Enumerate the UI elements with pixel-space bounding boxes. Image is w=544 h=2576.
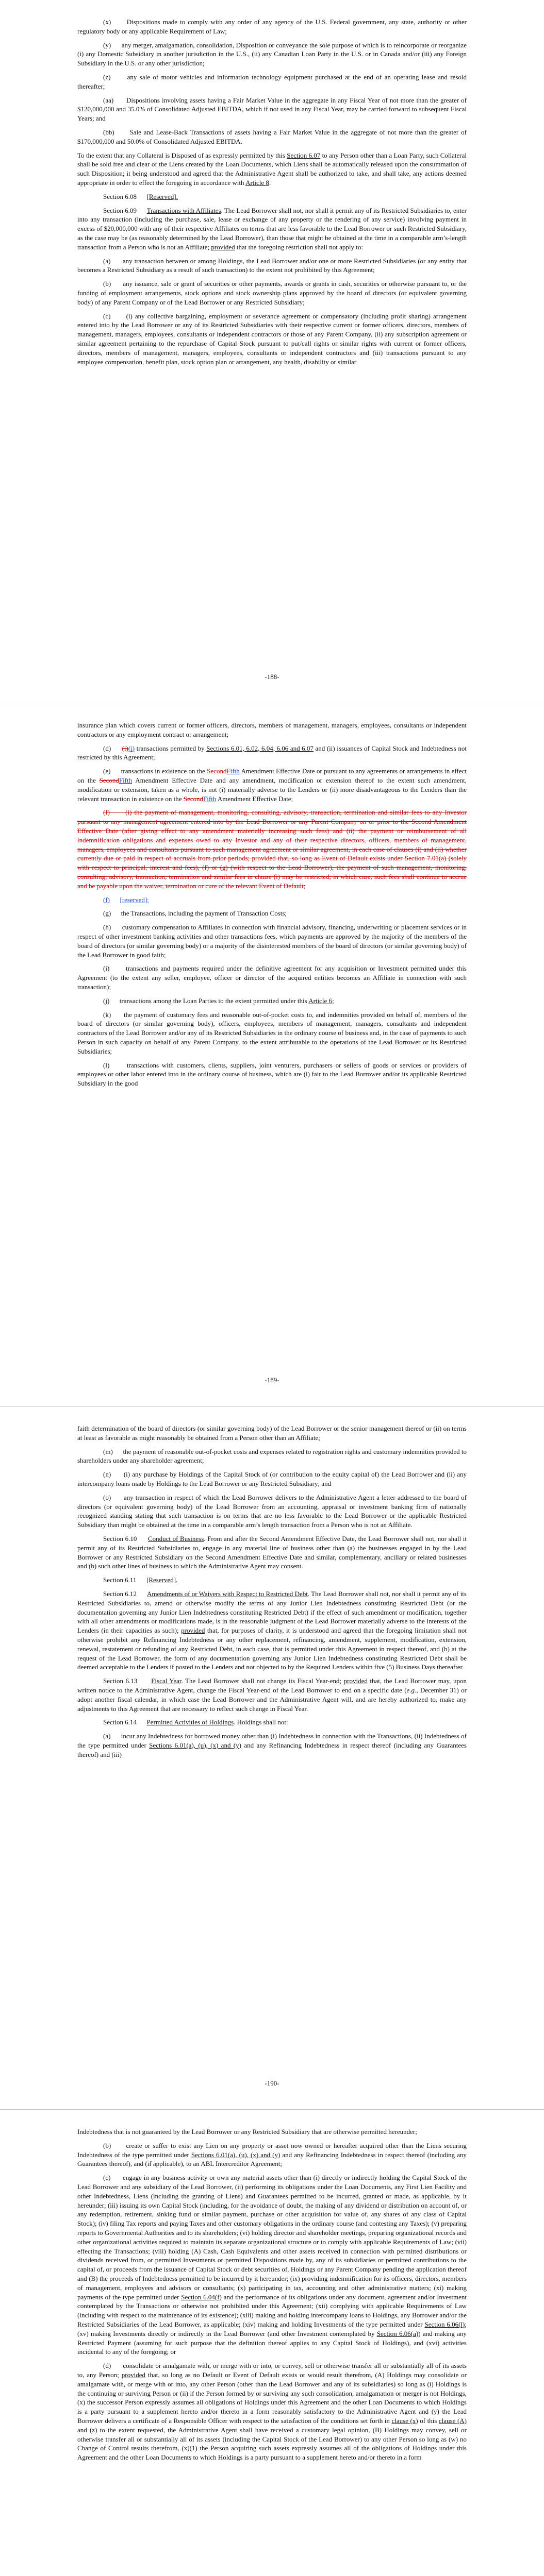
document-page-191 — [0, 2110, 544, 2576]
clause-x: (x) Dispositions made to comply with any order of any agency of the U.S. Federal government, any state, authority or other regulatory body or any applicable Requirement of Law; — [77, 18, 467, 35]
page-divider — [0, 2109, 544, 2110]
clause-e: (e) transactions in existence on the SecondFifth Amendment Effective Date or pursuant to any agreements or arrangements in effect on the SecondFifth Amendment Effective Date and any amendment, modification or extension thereof to the extent such amendment, modification or extension, taken as a whole, is not (i) materially adverse to the Lenders or (ii) more disadvantageous to the Lenders than the relevant transaction in existence on the SecondFifth Amendment Effective Date; — [77, 767, 467, 803]
continued-text: insurance plan which covers current or former officers, directors, members of management, managers, employees, consultants or independent contractors or any employment contract or arrangement; — [77, 721, 467, 738]
clause-a: (a) incur any Indebtedness for borrowed money other than (i) Indebtedness in connection with the Transactions, (ii) Indebtedness of the type permitted under Sections 6.01(a), (u), (x) and (y) and any Refinancing Indebtedness in respect thereof (including any Guarantees thereof) and (iii) — [77, 1732, 467, 1758]
section-ref-link[interactable]: Sections 6.01, 6.02, 6.04, 6.06 and 6.07 — [206, 744, 314, 752]
clause-l: (l) transactions with customers, clients, suppliers, joint venturers, purchasers or sellers of goods or services or providers of employees or other labor entered into in the ordinary course of business, which are (i) fair to the Lead Borrower and/or its applicable Restricted Subsidiary in the good — [77, 1061, 467, 1088]
clause-k: (k) the payment of customary fees and reasonable out-of-pocket costs to, and indemnities provided on behalf of, members of the board of directors (or similar governing body), officers, employees, members of management, managers, consultants and independent contractors of the Lead Borrower and/or any of its Restricted Subsidiaries in the ordinary course of business and, in the case of payments to such Person in such capacity on behalf of any Parent Company, to the extent attributable to the operations of the Lead Borrower or its Restricted Subsidiaries; — [77, 1010, 467, 1055]
clause-bb: (bb) Sale and Lease-Back Transactions of assets having a Fair Market Value in the aggregate of not more than the greater of $170,000,000 and 50.0% of Consolidated Adjusted EBITDA. — [77, 128, 467, 145]
page-number: -188- — [265, 673, 279, 681]
clause-n: (n) (i) any purchase by Holdings of the Capital Stock of (or contribution to the equity capital of) the Lead Borrower and (ii) any intercompany loans made by Holdings to the Lead Borrower or any Restricted Subsidiary; and — [77, 1470, 467, 1487]
continued-text: faith determination of the board of directors (or similar governing body) of the Lead Borrower or the senior management thereof or (ii) on terms at least as favorable as might reasonably be obtained from a Person other than an Affiliate; — [77, 1425, 467, 1442]
collateral-release-paragraph: To the extent that any Collateral is Disposed of as expressly permitted by this Section 6.07 to any Person other than a Loan Party, such Collateral shall be sold free and clear of the Liens created by the Loan Documents, which Liens shall be automatically released upon the consummation of such Disposition; it being understood and agreed that the Administrative Agent shall be authorized to take, and shall take, any actions deemed appropriate in order to effect the foregoing in accordance with Article 8. — [77, 151, 467, 187]
article-ref-link[interactable]: Article 8 — [245, 178, 269, 187]
section-ref-link[interactable]: Sections 6.01(a), (u), (x) and (y) — [149, 1741, 241, 1749]
section-6-13: Section 6.13 Fiscal Year. The Lead Borrower shall not change its Fiscal Year-end; provided that, the Lead Borrower may, upon written notice to the Administrative Agent, change the Fiscal Year-end of the Lead Borrower to end on a specific date (e.g., December 31) or adopt another fiscal calendar, in which case the Lead Borrower and the Administrative Agent will, and are hereby authorized to, make any adjustments to this Agreement that are necessary to reflect such change in Fiscal Year. — [77, 1677, 467, 1713]
clause-j: (j) transactions among the Loan Parties to the extent permitted under this Article 6; — [103, 996, 334, 1005]
section-6-11: Section 6.11 [Reserved]. — [103, 1576, 178, 1584]
section-ref-link[interactable]: Sections 6.01(a), (u), (x) and (y) — [191, 2150, 281, 2159]
section-ref-link[interactable]: Section 6.06(l) — [424, 2320, 465, 2328]
clause-y: (y) any merger, amalgamation, consolidation, Disposition or conveyance the sole purpose of which is to reincorporate or reorganize (i) any Domestic Subsidiary in another jurisdiction in the U.S., (ii) any Canadian Loan Party in the U.S. or in Canada and/or (iii) any Foreign Subsidiary in the U.S. or any other jurisdiction; — [77, 41, 467, 67]
clause-d: (d) (i)(i) transactions permitted by Sections 6.01, 6.02, 6.04, 6.06 and 6.07 and (ii) issuances of Capital Stock and Indebtedness not restricted by this Agreement; — [77, 744, 467, 761]
document-page-189 — [0, 703, 544, 1406]
article-ref-link[interactable]: Article 6 — [308, 996, 333, 1005]
clause-o: (o) any transaction in respect of which the Lead Borrower delivers to the Administrative Agent a letter addressed to the board of directors (or equivalent governing body) of the Lead Borrower from an accounting, appraisal or investment banking firm of nationally recognized standing stating that such transaction is on terms that are no less favorable to the Lead Borrower or the applicable Restricted Subsidiary than might be obtained at the time in a comparable arm’s length transaction from a Person who is not an Affiliate. — [77, 1493, 467, 1529]
clause-aa: (aa) Dispositions involving assets having a Fair Market Value in the aggregate in any Fiscal Year of not more than the greater of $120,000,000 and 35.0% of Consolidated Adjusted EBITDA, which if not used in any Fiscal Year, may be carried forward to subsequent Fiscal Years; and — [77, 96, 467, 123]
section-6-09: Section 6.09 Transactions with Affiliates. The Lead Borrower shall not, nor shall it permit any of its Restricted Subsidiaries to, enter into any transaction (including the purchase, sale, lease or exchange of any property or the rendering of any service) involving payment in excess of $20,000,000 with any of their respective Affiliates on terms that are less favorable to the Lead Borrower or such Restricted Subsidiary, as the case may be (as reasonably determined by the Lead Borrower), than those that might be obtained at the time in a comparable arm’s-length transaction from a Person who is not an Affiliate; provided that the foregoing restriction shall not apply to: — [77, 206, 467, 251]
section-ref-link[interactable]: Section 6.04(f) — [181, 2293, 222, 2301]
clause-f-reserved: (f) [reserved]; — [103, 895, 149, 904]
clause-h: (h) customary compensation to Affiliates in connection with financial advisory, financing, underwriting or placement services or in respect of other investment banking activities and other transactions fees, which payments are approved by the majority of the members of the board of directors (or similar governing body) or a majority of the disinterested members of the board of directors (or similar governing body) of the Lead Borrower in good faith; — [77, 923, 467, 959]
clause-g: (g) the Transactions, including the payment of Transaction Costs; — [103, 909, 287, 918]
clause-c: (c) (i) any collective bargaining, employment or severance agreement or compensatory (including profit sharing) arrangement entered into by the Lead Borrower or any of its Restricted Subsidiaries with their respective current or former officers, directors, members of management, managers, employees, consultants or independent contractors or those of any Parent Company, (ii) any subscription agreement or similar agreement pertaining to the repurchase of Capital Stock pursuant to put/call rights or similar rights with current or former officers, directors, members of management, managers, employees, consultants or independent contractors and (iii) transactions pursuant to any employee compensation, benefit plan, stock option plan or arrangement, any health, disability or similar — [77, 312, 467, 366]
document-page-188 — [0, 0, 544, 703]
clause-c: (c) engage in any business activity or own any material assets other than (i) directly or indirectly holding the Capital Stock of the Lead Borrower and any subsidiary of the Lead Borrower, (ii) performing its obligations under the Loan Documents, any First Lien Facility and other Indebtedness, Liens (including the granting of Liens) and Guarantees permitted to be incurred, granted or made, as applicable, by it hereunder; (iii) issuing its own Capital Stock (including, for the avoidance of doubt, the making of any dividend or distribution on account of, or any redemption, retirement, sinking fund or similar payment, purchase or other acquisition for value of, any shares of any class of Capital Stock); (iv) filing Tax reports and paying Taxes and other customary obligations in the ordinary course (and contesting any Taxes); (v) preparing reports to Governmental Authorities and to its shareholders; (vi) holding director and shareholder meetings, preparing organizational records and other organizational activities required to maintain its separate organizational structure or to comply with applicable Requirements of Law; (vii) effecting the Transactions; (viii) holding (A) Cash, Cash Equivalents and other assets received in connection with permitted distributions or dividends received from, or permitted Investments or permitted Dispositions made by, any of its subsidiaries or permitted contributions to the capital of, or proceeds from the issuance of Capital Stock or debt securities of, Holdings or any Parent Company pending the application thereof and (B) the proceeds of Indebtedness permitted to be incurred by it hereunder; (ix) providing indemnification for its officers, directors, members of management, employees and advisors or consultants; (x) participating in tax, accounting and other administrative matters; (xi) making payments of the type permitted under Section 6.04(f) and the performance of its obligations under any document, agreement and/or Investment contemplated by the Transactions or otherwise not prohibited under this Agreement; (xii) complying with applicable Requirements of Law (including with respect to the maintenance of its existence); (xiii) making and holding intercompany loans to Holdings, any Borrower and/or the Restricted Subsidiaries of the Lead Borrower, as applicable; (xiv) making and holding Investments of the type permitted under Section 6.06(l); (xv) making Investments directly or indirectly in the Lead Borrower (and other Investment contemplated by Section 6.06(a)) and making any Restricted Payment (assuming for such purpose that the definition thereof applies to any Capital Stock of Holdings), and (xvi) activities incidental to any of the foregoing; or — [77, 2174, 467, 2356]
continued-text: Indebtedness that is not guaranteed by the Lead Borrower or any Restricted Subsidiary that are otherwise permitted hereunder; — [77, 2128, 417, 2136]
clause-f-deleted: (f) (i) the payment of management, monitoring, consulting, advisory, transaction, termination and similar fees to any Investor pursuant to any management agreement entered into by the Lead Borrower or any Parent Company on or prior to the Second Amendment Effective Date (after giving effect to any amendment materially increasing such fees) and (ii) the payment or reimbursement of all indemnification obligations and expenses owed to any Investor and any of their respective directors, officers, members of management, managers, employees and consultants pursuant to such management agreement or similar agreement, in each case of clauses (i) and (ii) whether currently due or paid in respect of accruals from prior periods; provided that, so long as Event of Default exists under Section 7.01(a) (solely with respect to principal, interest and fees), (f) or (g) (with respect to the Lead Borrower), the payment of such management, monitoring, consulting, advisory, transaction, termination and similar fees in clause (i) may be restricted, in which case, such fees shall continue to accrue and be payable upon the waiver, termination or cure of the relevant Event of Default; — [77, 808, 467, 890]
clause-b: (b) any issuance, sale or grant of securities or other payments, awards or grants in cash, securities or otherwise pursuant to, or the funding of employment arrangements, stock options and stock ownership plans approved by the board of directors (or equivalent governing body) of any Parent Company or of the Lead Borrower or any Restricted Subsidiary; — [77, 280, 467, 306]
clause-d: (d) consolidate or amalgamate with, or merge with or into, or convey, sell or otherwise transfer all or substantially all of its assets to, any Person; provided that, so long as no Default or Event of Default exists or would result therefrom, (A) Holdings may consolidate or amalgamate with, or merge with or into, any other Person (other than the Lead Borrower and any of its subsidiaries) so long as (i) Holdings is the continuing or surviving Person or (ii) if the Person formed by or surviving any such consolidation, amalgamation or merger is not Holdings, (x) the successor Person expressly assumes all obligations of Holdings under this Agreement and the other Loan Documents to which Holdings is a party pursuant to a supplement hereto and/or thereto in a form reasonably satisfactory to the Administrative Agent and (y) the Lead Borrower delivers a certificate of a Responsible Officer with respect to the satisfaction of the conditions set forth in clause (x) of this clause (A) and (z) to the extent requested, the Administrative Agent shall have received a customary legal opinion, (B) Holdings may convey, sell or otherwise transfer all or substantially all of its assets (including the Capital Stock of the Lead Borrower) to any other Person so long as (w) no Change of Control results therefrom, (x)(1) the Person acquiring such assets expressly assumes all of the obligations of Holdings under this Agreement and the other Loan Documents to which Holdings is a party pursuant to a supplement hereto and/or thereto in a form — [77, 2362, 467, 2462]
clause-m: (m) the payment of reasonable out-of-pocket costs and expenses related to registration rights and customary indemnities provided to shareholders under any shareholder agreement; — [77, 1447, 467, 1465]
page-number: -189- — [265, 1376, 279, 1384]
clause-a: (a) any transaction between or among Holdings, the Lead Borrower and/or one or more Restricted Subsidiaries (or any entity that becomes a Restricted Subsidiary as a result of such transaction) to the extent not prohibited by this Agreement; — [77, 257, 467, 274]
section-6-08: Section 6.08 [Reserved]. — [103, 192, 178, 200]
section-ref-link[interactable]: Section 6.07 — [287, 151, 321, 159]
section-6-10: Section 6.10 Conduct of Business. From and after the Second Amendment Effective Date, the Lead Borrower shall not, nor shall it permit any of its Restricted Subsidiaries to, engage in any material line of business other than (a) the businesses engaged in by the Lead Borrower or any Restricted Subsidiary on the Second Amendment Effective Date and similar, complementary, ancillary or related businesses and (b) such other lines of business to which the Administrative Agent may consent. — [77, 1534, 467, 1570]
document-page-190 — [0, 1406, 544, 2110]
clause-i: (i) transactions and payments required under the definitive agreement for any acquisition or Investment permitted under this Agreement (to the extent any seller, employee, officer or director of the acquired entities becomes an Affiliate in connection with such transaction); — [77, 964, 467, 991]
clause-z: (z) any sale of motor vehicles and information technology equipment purchased at the end of an operating lease and resold thereafter; — [77, 73, 467, 90]
page-number: -190- — [265, 2079, 279, 2087]
section-6-14: Section 6.14 Permitted Activities of Holdings. Holdings shall not: — [103, 1718, 288, 1726]
section-ref-link[interactable]: Section 6.06(a) — [376, 2329, 419, 2337]
clause-b: (b) create or suffer to exist any Lien on any property or asset now owned or hereafter acquired other than the Liens securing Indebtedness of the type permitted under Sections 6.01(a), (u), (x) and (y) and any Refinancing Indebtedness in respect thereof (including any Guarantees thereof), and (if applicable), to an ABL Intercreditor Agreement; — [77, 2141, 467, 2168]
section-6-12: Section 6.12 Amendments of or Waivers with Respect to Restricted Debt. The Lead Borrower shall not, nor shall it permit any of its Restricted Subsidiaries to, amend or otherwise modify the terms of any Junior Lien Indebtedness constituting Restricted Debt (or the documentation governing any Junior Lien Indebtedness constituting Restricted Debt) if the effect of such amendment or modification, together with all other amendments or modifications made, is in the reasonable judgment of the Lead Borrower materially adverse to the interests of the Lenders (in their capacities as such); provided that, for purposes of clarity, it is understood and agreed that the foregoing limitation shall not otherwise prohibit any Refinancing Indebtedness or any other replacement, refinancing, amendment, supplement, modification, extension, renewal, restatement or refunding of any Restricted Debt, in each case, that is permitted under this Agreement in respect thereof, and (b) at the request of the Lead Borrower, the form of any documentation governing any Junior Lien Indebtedness constituting Restricted Debt shall be deemed acceptable to the Lenders if posted to the Lenders and not objected to by the Required Lenders within five (5) Business Days thereafter. — [77, 1589, 467, 1671]
